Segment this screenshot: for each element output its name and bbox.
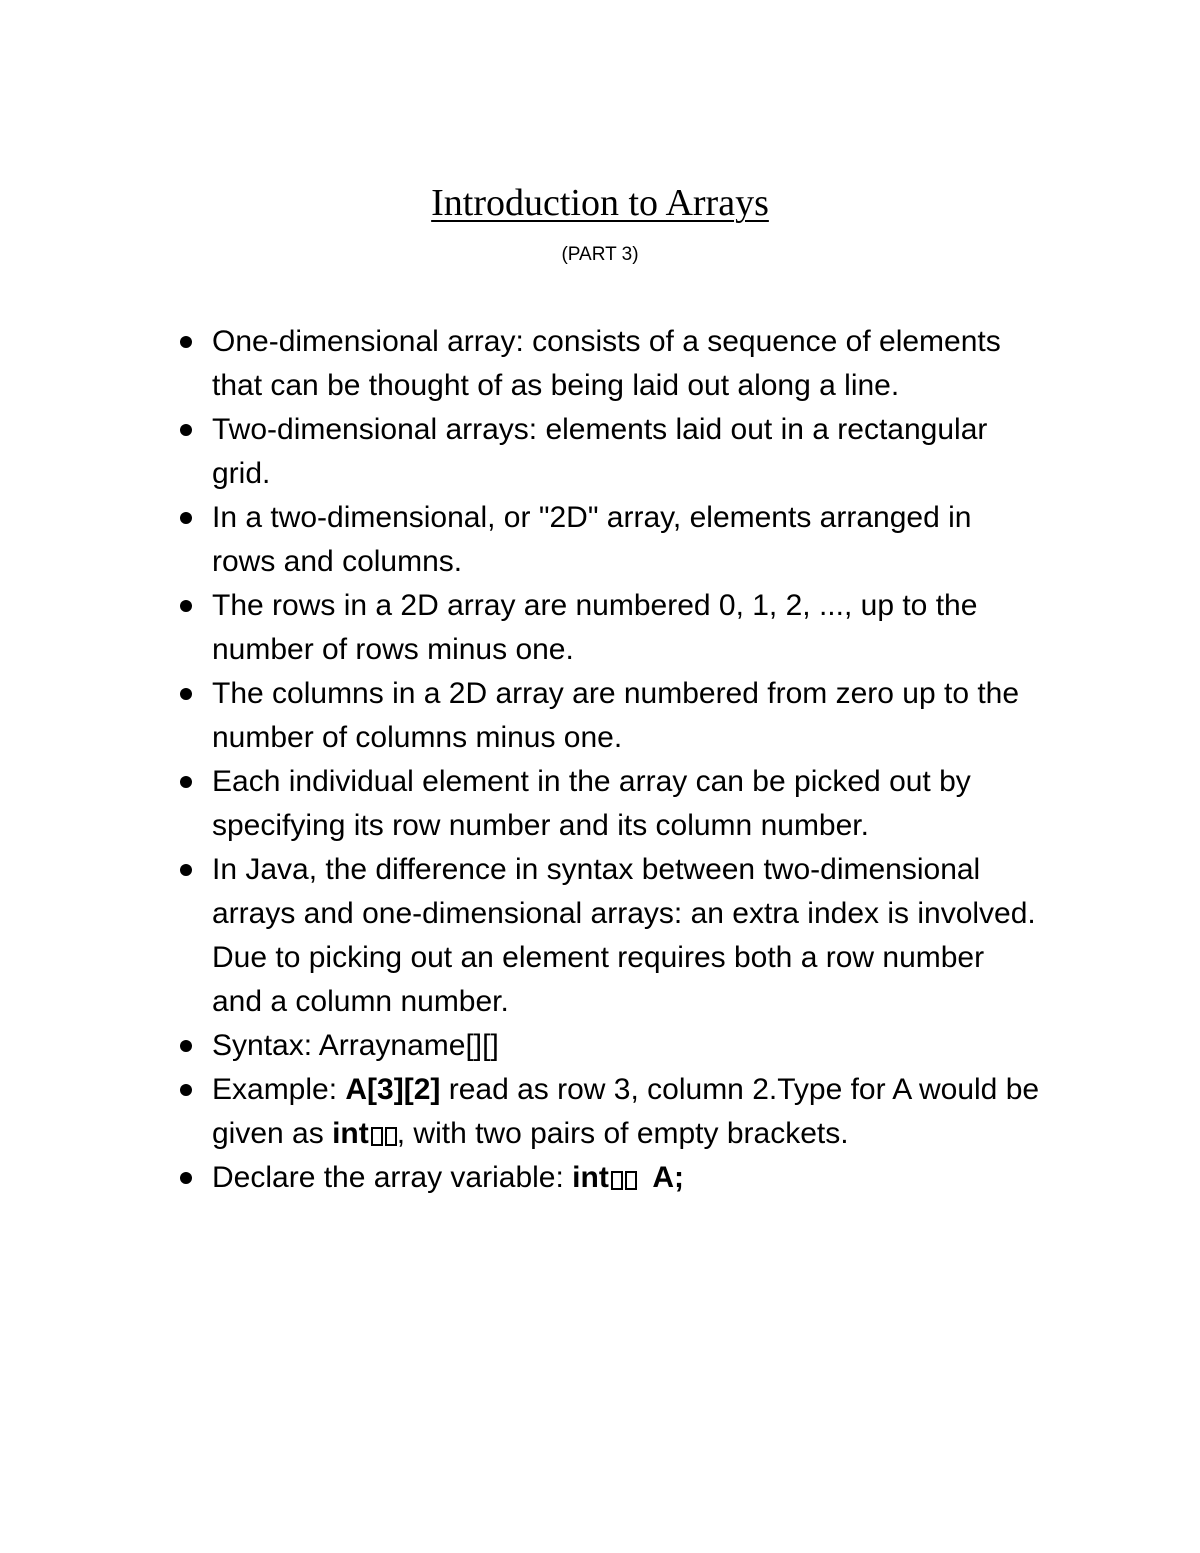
code-example: A[3][2] bbox=[345, 1073, 441, 1106]
bullet-icon bbox=[180, 600, 192, 612]
bullet-icon bbox=[180, 424, 192, 436]
missing-glyph-box-icon bbox=[611, 1171, 623, 1190]
list-item: Declare the array variable: int A; bbox=[212, 1156, 1042, 1200]
page-title: Introduction to Arrays bbox=[431, 182, 769, 224]
bullet-icon bbox=[180, 688, 192, 700]
list-item: Each individual element in the array can be picked out by specifying its row number and its column number. bbox=[212, 760, 1042, 848]
list-item: Two-dimensional arrays: elements laid out in a rectangular grid. bbox=[212, 408, 1042, 496]
bullet-icon bbox=[180, 336, 192, 348]
bullet-icon bbox=[180, 776, 192, 788]
code-declaration: int A; bbox=[572, 1161, 685, 1194]
bullet-icon bbox=[180, 1172, 192, 1184]
bullet-icon bbox=[180, 512, 192, 524]
missing-glyph-box-icon bbox=[385, 1127, 397, 1146]
bullet-icon bbox=[180, 1084, 192, 1096]
list-item: Syntax: Arrayname[][] bbox=[212, 1024, 1042, 1068]
list-item: One-dimensional array: consists of a sequence of elements that can be thought of as being laid out along a line. bbox=[212, 320, 1042, 408]
list-item: The rows in a 2D array are numbered 0, 1, 2, ..., up to the number of rows minus one. bbox=[212, 584, 1042, 672]
missing-glyph-box-icon bbox=[625, 1171, 637, 1190]
list-item: In a two-dimensional, or "2D" array, elements arranged in rows and columns. bbox=[212, 496, 1042, 584]
missing-glyph-box-icon bbox=[371, 1127, 383, 1146]
code-type: int bbox=[332, 1117, 397, 1150]
bullet-icon bbox=[180, 1040, 192, 1052]
list-item: Example: A[3][2] read as row 3, column 2.Type for A would be given as int , with two pairs of empty brackets. bbox=[212, 1068, 1042, 1156]
list-item: In Java, the difference in syntax between two-dimensional arrays and one-dimensional arrays: an extra index is involved. Due to picking out an element requires both a row number and a column number. bbox=[212, 848, 1042, 1024]
bullet-icon bbox=[180, 864, 192, 876]
bullet-list bbox=[212, 320, 1042, 1200]
page-subtitle: (PART 3) bbox=[561, 244, 639, 265]
list-item: The columns in a 2D array are numbered from zero up to the number of columns minus one. bbox=[212, 672, 1042, 760]
